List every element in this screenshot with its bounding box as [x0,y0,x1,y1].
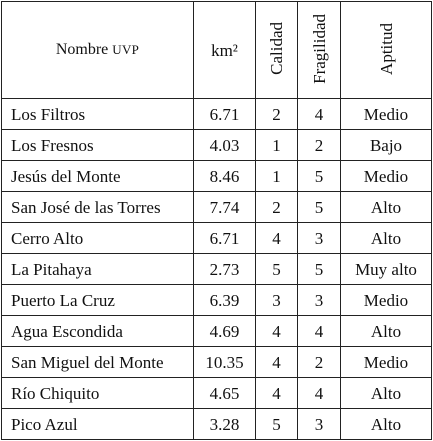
cell-km: 6.39 [194,285,256,316]
cell-nombre: Pico Azul [2,409,194,440]
cell-calidad: 4 [256,378,298,409]
table-row [2,254,432,285]
cell-aptitud: Medio [341,99,432,130]
cell-km: 10.35 [194,347,256,378]
header-fragilidad-label: Fragilidad [309,13,329,84]
cell-fragilidad: 5 [298,254,341,285]
cell-nombre: Agua Escondida [2,316,194,347]
cell-nombre: Jesús del Monte [2,161,194,192]
header-calidad-label: Calidad [267,22,286,75]
table-row [2,223,432,254]
cell-calidad: 5 [256,409,298,440]
cell-aptitud: Bajo [341,130,432,161]
table-row [2,316,432,347]
cell-fragilidad: 2 [298,347,341,378]
cell-km: 4.03 [194,130,256,161]
cell-km: 4.65 [194,378,256,409]
table-row [2,378,432,409]
cell-km: 7.74 [194,192,256,223]
header-aptitud [341,2,432,99]
cell-calidad: 3 [256,285,298,316]
table-row [2,285,432,316]
cell-nombre: Los Fresnos [2,130,194,161]
header-calidad [256,2,298,99]
cell-nombre: Cerro Alto [2,223,194,254]
cell-calidad: 2 [256,99,298,130]
uvp-table [1,1,432,440]
cell-fragilidad: 5 [298,192,341,223]
cell-nombre: Puerto La Cruz [2,285,194,316]
table-row [2,161,432,192]
table-row [2,130,432,161]
cell-fragilidad: 4 [298,99,341,130]
cell-fragilidad: 5 [298,161,341,192]
cell-calidad: 4 [256,347,298,378]
cell-nombre: San José de las Torres [2,192,194,223]
header-nombre-label: Nombre [55,41,109,58]
table-row [2,409,432,440]
cell-aptitud: Medio [341,347,432,378]
cell-aptitud: Medio [341,285,432,316]
cell-calidad: 4 [256,316,298,347]
cell-fragilidad: 3 [298,409,341,440]
header-row [2,2,432,99]
cell-km: 6.71 [194,99,256,130]
cell-calidad: 2 [256,192,298,223]
cell-fragilidad: 2 [298,130,341,161]
cell-nombre: Río Chiquito [2,378,194,409]
cell-aptitud: Alto [341,409,432,440]
header-nombre [2,2,194,99]
cell-km: 4.69 [194,316,256,347]
header-km: km² [194,2,256,99]
cell-nombre: Los Filtros [2,99,194,130]
header-nombre-suffix: UVP [112,42,140,57]
cell-calidad: 1 [256,130,298,161]
cell-nombre: La Pitahaya [2,254,194,285]
cell-aptitud: Alto [341,192,432,223]
cell-calidad: 1 [256,161,298,192]
cell-fragilidad: 4 [298,316,341,347]
table-body [2,99,432,440]
cell-fragilidad: 3 [298,223,341,254]
cell-aptitud: Muy alto [341,254,432,285]
cell-km: 3.28 [194,409,256,440]
table-header [2,2,432,99]
cell-aptitud: Alto [341,316,432,347]
cell-aptitud: Medio [341,161,432,192]
cell-km: 6.71 [194,223,256,254]
cell-calidad: 5 [256,254,298,285]
cell-km: 8.46 [194,161,256,192]
cell-fragilidad: 4 [298,378,341,409]
cell-fragilidad: 3 [298,285,341,316]
cell-aptitud: Alto [341,223,432,254]
table-row [2,192,432,223]
cell-nombre: San Miguel del Monte [2,347,194,378]
cell-aptitud: Alto [341,378,432,409]
table-row [2,99,432,130]
header-fragilidad [298,2,341,99]
table-row [2,347,432,378]
cell-calidad: 4 [256,223,298,254]
cell-km: 2.73 [194,254,256,285]
header-aptitud-label: Aptitud [376,22,396,75]
